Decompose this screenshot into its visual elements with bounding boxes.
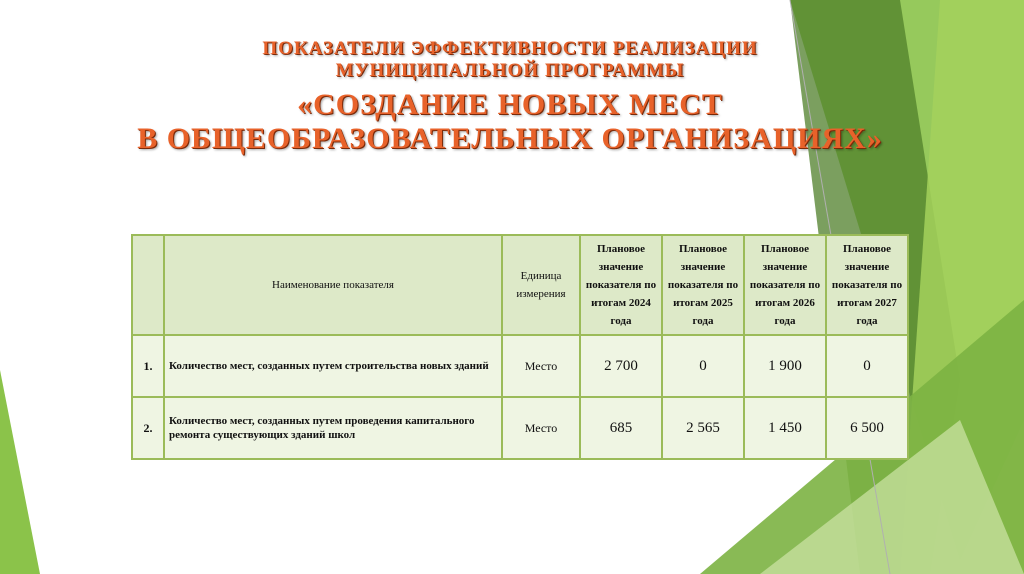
row-number: 2.: [132, 397, 164, 459]
indicators-table: [131, 234, 909, 460]
table-header-row: [132, 235, 908, 335]
table-row: [132, 397, 908, 459]
title-line-4: В ОБЩЕОБРАЗОВАТЕЛЬНЫХ ОРГАНИЗАЦИЯХ»: [137, 122, 883, 155]
header-name: Наименование показателя: [164, 235, 502, 335]
header-year-2024: Плановое значение показателя по итогам 2024 года: [580, 235, 662, 335]
header-year-2027: Плановое значение показателя по итогам 2027 года: [826, 235, 908, 335]
row-number: 1.: [132, 335, 164, 397]
row-value-2026: 1 450: [744, 397, 826, 459]
header-num: [132, 235, 164, 335]
row-unit: Место: [502, 335, 580, 397]
row-value-2025: 2 565: [662, 397, 744, 459]
row-name: Количество мест, созданных путем проведения капитального ремонта существующих зданий школ: [164, 397, 502, 459]
bg-shape-left: [0, 370, 40, 574]
header-year-2026: Плановое значение показателя по итогам 2026 года: [744, 235, 826, 335]
row-value-2026: 1 900: [744, 335, 826, 397]
row-value-2027: 6 500: [826, 397, 908, 459]
row-name: Количество мест, созданных путем строительства новых зданий: [164, 335, 502, 397]
header-year-2025: Плановое значение показателя по итогам 2025 года: [662, 235, 744, 335]
row-unit: Место: [502, 397, 580, 459]
row-value-2024: 685: [580, 397, 662, 459]
table-row: [132, 335, 908, 397]
header-unit: Единица измерения: [502, 235, 580, 335]
row-value-2027: 0: [826, 335, 908, 397]
title-line-3: «СОЗДАНИЕ НОВЫХ МЕСТ: [297, 88, 723, 121]
title-line-1: ПОКАЗАТЕЛИ ЭФФЕКТИВНОСТИ РЕАЛИЗАЦИИ: [262, 38, 758, 59]
row-value-2024: 2 700: [580, 335, 662, 397]
row-value-2025: 0: [662, 335, 744, 397]
title-line-2: МУНИЦИПАЛЬНОЙ ПРОГРАММЫ: [335, 60, 685, 81]
